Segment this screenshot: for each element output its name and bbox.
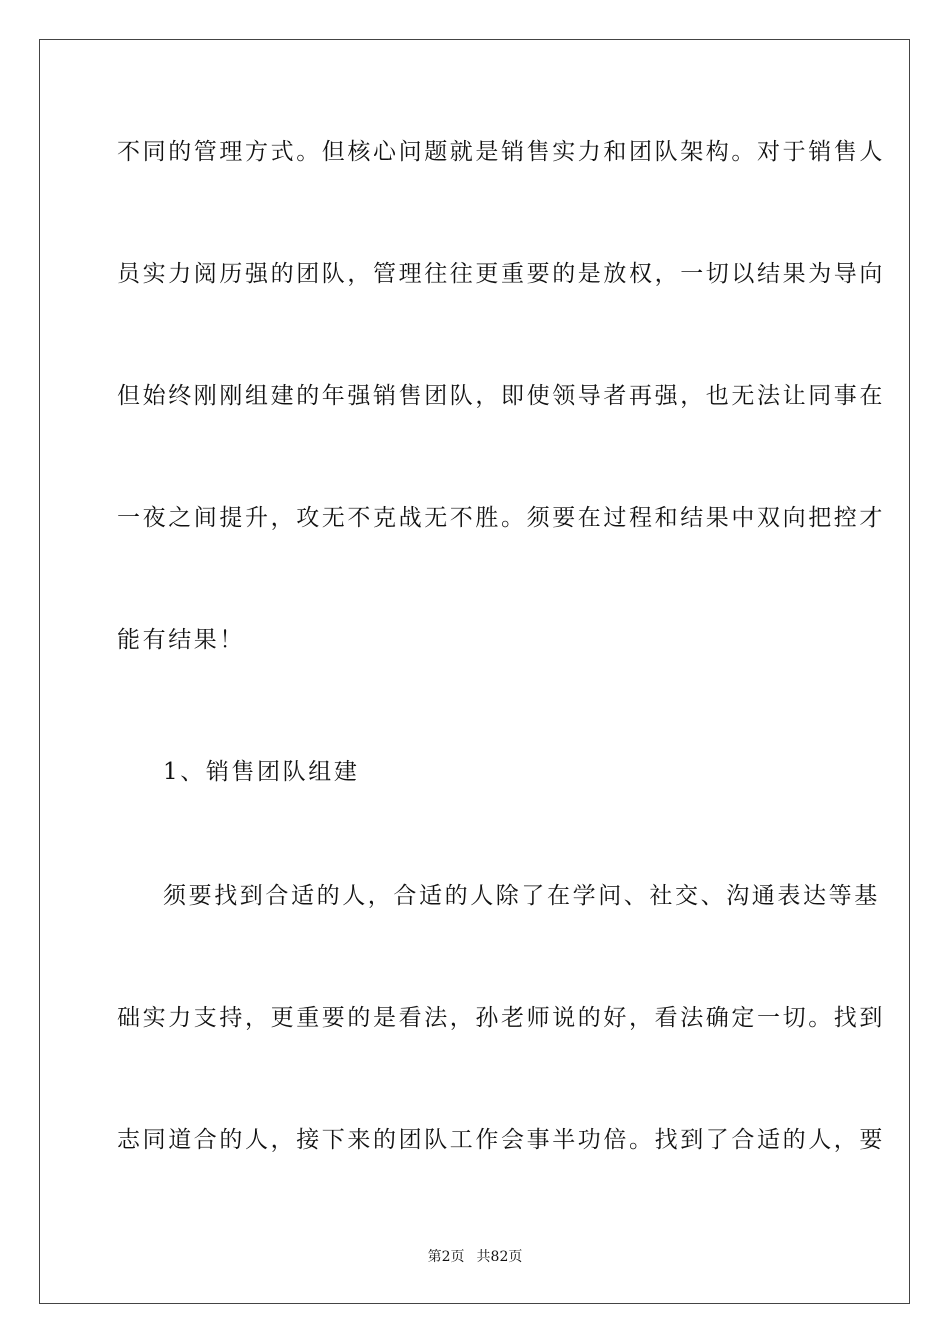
total-pages: 共82页 xyxy=(476,1249,523,1265)
paragraph2-line-1: 须要找到合适的人，合适的人除了在学问、社交、沟通表达等基 xyxy=(163,883,880,909)
paragraph-line-3: 但始终刚刚组建的年强销售团队，即使领导者再强，也无法让同事在 xyxy=(117,383,885,409)
paragraph2-line-3: 志同道合的人，接下来的团队工作会事半功倍。找到了合适的人，要 xyxy=(117,1127,885,1153)
page-number: 第2页 xyxy=(427,1249,465,1265)
section-heading: 1、销售团队组建 xyxy=(163,759,360,785)
paragraph-line-2: 员实力阅历强的团队，管理往往更重要的是放权，一切以结果为导向 xyxy=(117,261,885,287)
page-border xyxy=(39,39,910,1304)
paragraph-line-4: 一夜之间提升，攻无不克战无不胜。须要在过程和结果中双向把控才 xyxy=(117,505,885,531)
paragraph2-line-2: 础实力支持，更重要的是看法，孙老师说的好，看法确定一切。找到 xyxy=(117,1005,885,1031)
paragraph-line-1: 不同的管理方式。但核心问题就是销售实力和团队架构。对于销售人 xyxy=(117,139,885,165)
page-footer xyxy=(0,1247,950,1267)
paragraph-line-5: 能有结果！ xyxy=(117,627,245,653)
